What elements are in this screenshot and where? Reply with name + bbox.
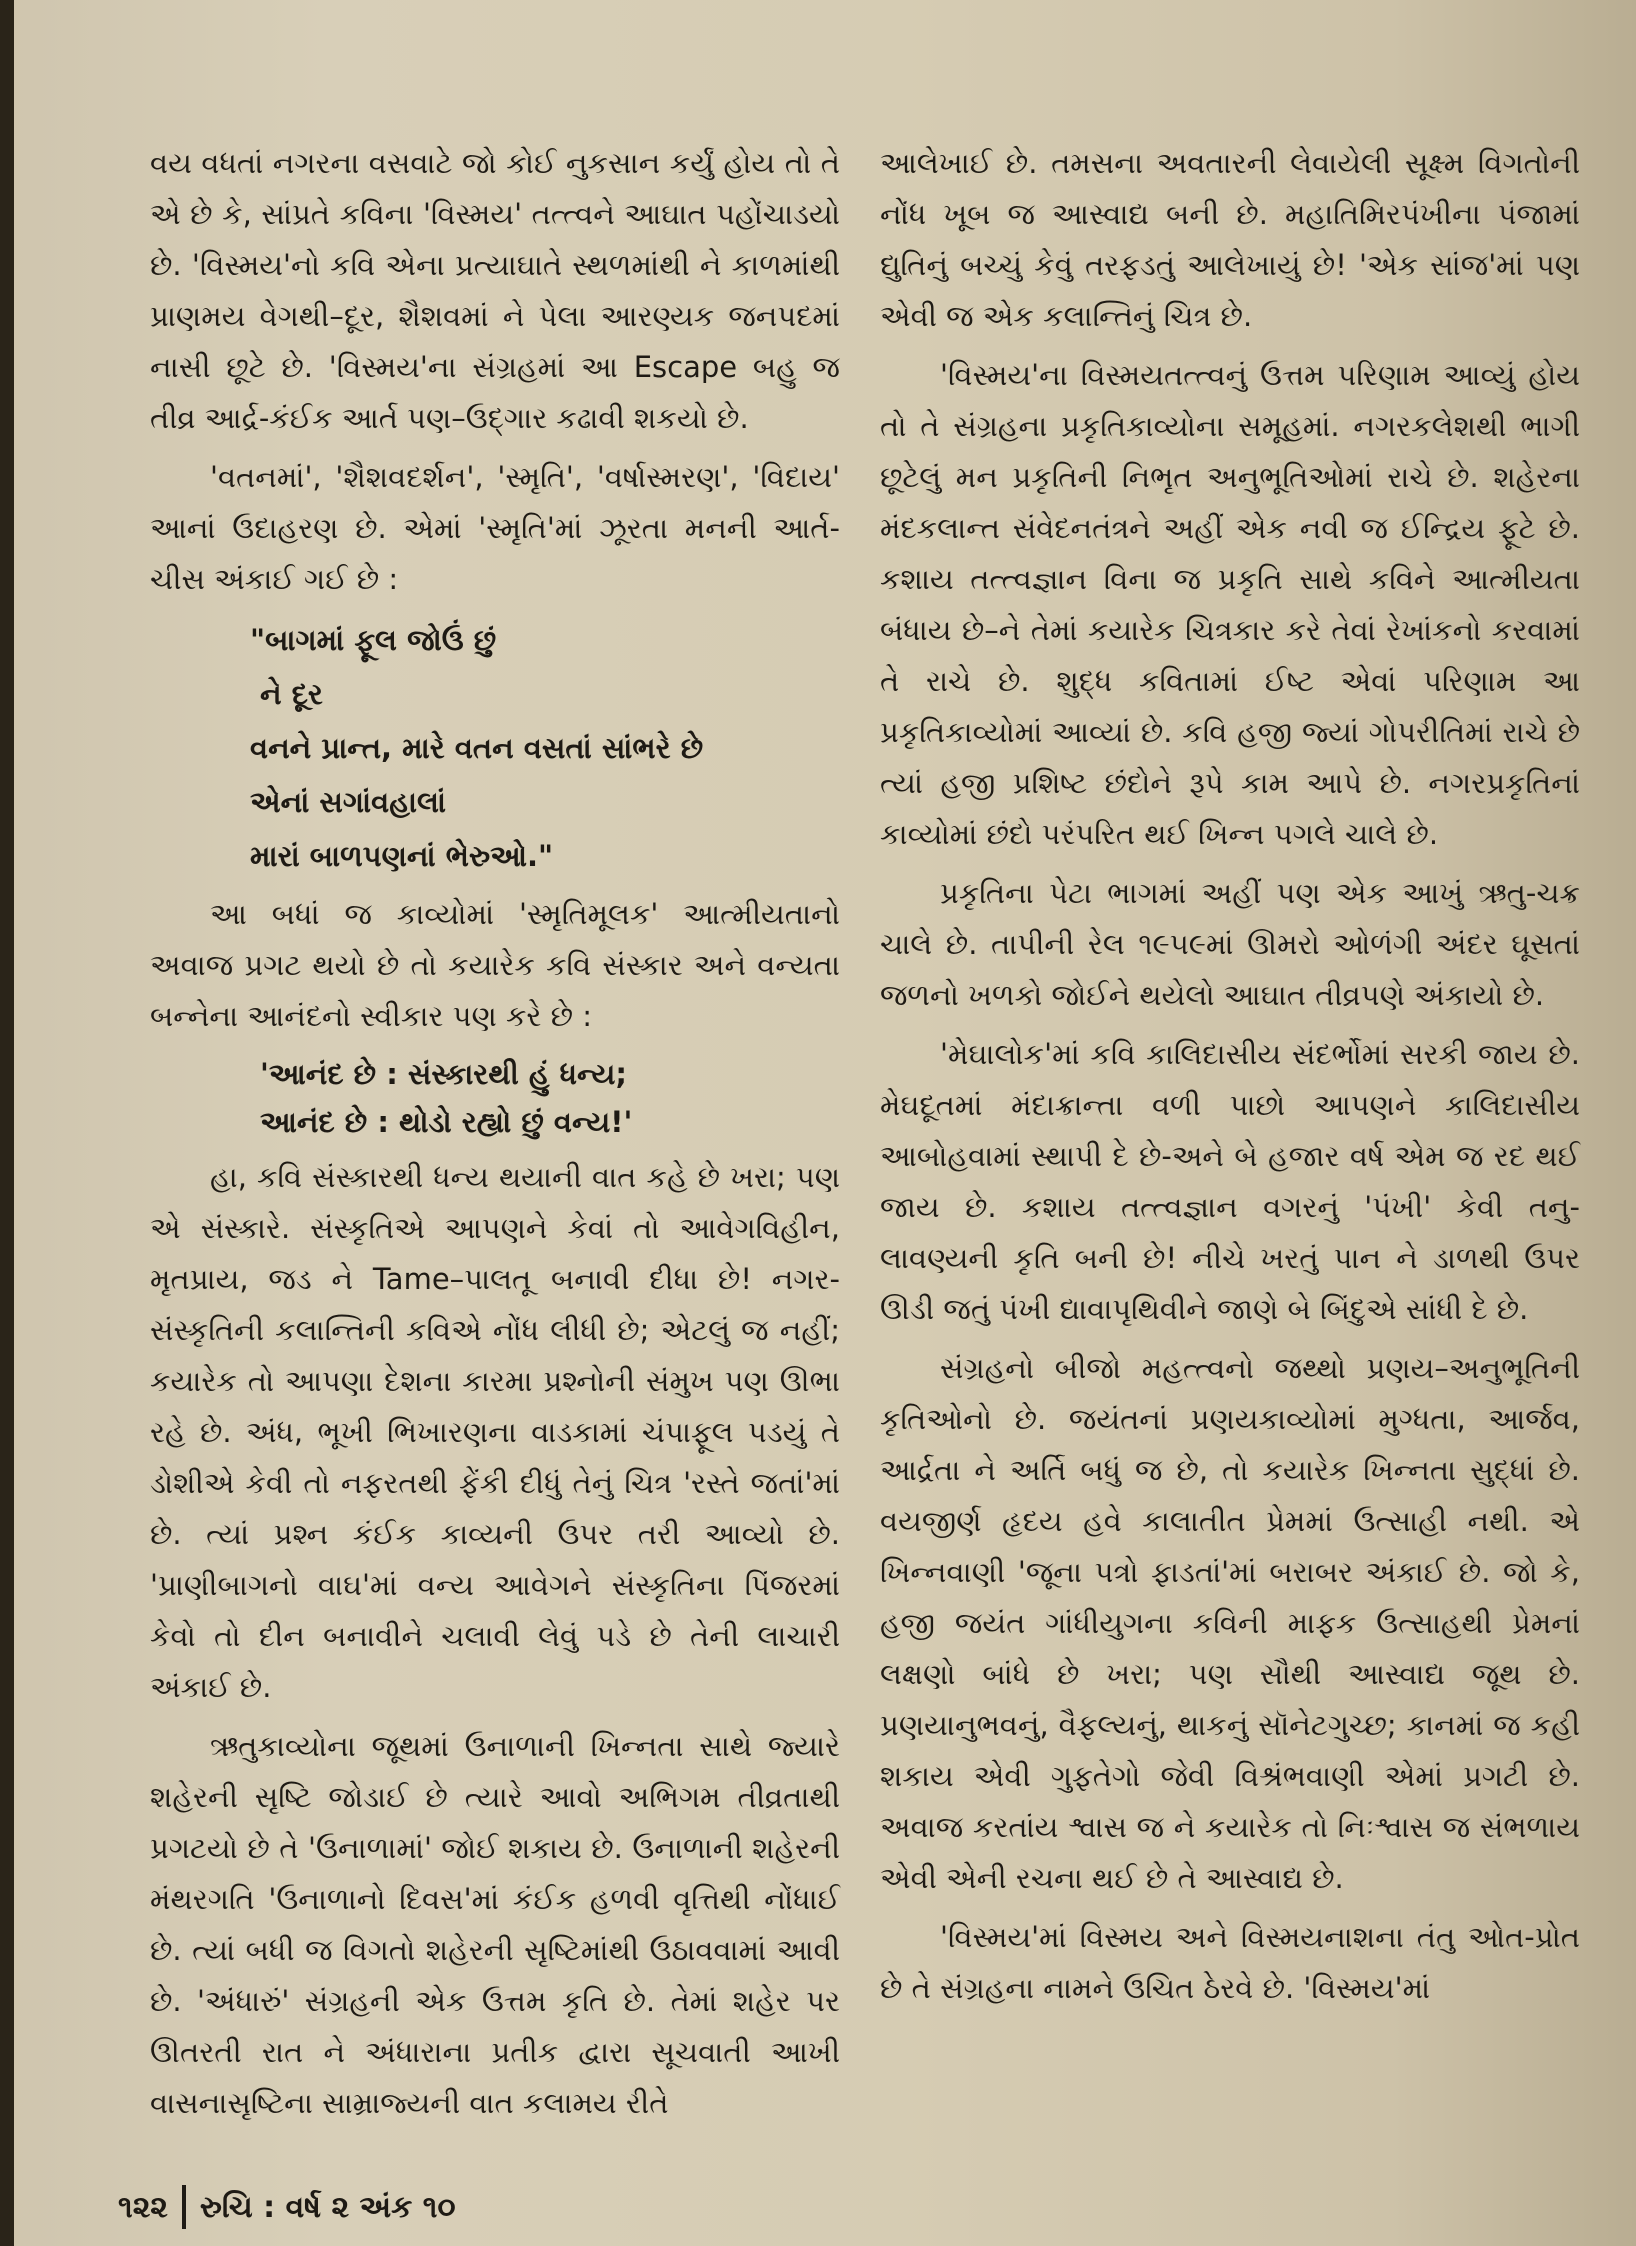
left-paragraph-1: વય વધતાં નગરના વસવાટે જો કોઈ નુકસાન કર્યું હોય તો તે એ છે કે, સાંપ્રતે કવિના 'વિસ્મય' તત્ત્વને આઘાત પહોંચાડયો છે. 'વિસ્મય'નો કવિ એના પ્રત્યાઘાતે સ્થળમાંથી ને કાળમાંથી પ્રાણમય વેગથી–દૂર, શૈશવમાં ને પેલા આરણ્યક જનપદમાં નાસી છૂટે છે. 'વિસ્મય'ના સંગ્રહમાં આ Escape બહુ જ તીવ્ર આર્દ્ર-કંઈક આર્ત પણ–ઉદ્‌ગાર કઢાવી શકયો છે.	[150, 146, 840, 435]
page-binding-edge	[0, 0, 14, 2246]
right-paragraph-1: આલેખાઈ છે. તમસના અવતારની લેવાયેલી સૂક્ષ્મ વિગતોની નોંધ ખૂબ જ આસ્વાદ્ય બની છે. મહાતિમિરપંખીના પંજામાં દ્યુતિનું બચ્ચું કેવું તરફડતું આલેખાયું છે! 'એક સાંજ'માં પણ એવી જ એક કલાન્તિનું ચિત્ર છે.	[880, 146, 1580, 333]
poem-line: વનને પ્રાન્ત, મારે વતન વસતાં સાંભરે છે	[250, 731, 704, 765]
footer-divider	[182, 2185, 186, 2229]
left-paragraph-5: ઋતુકાવ્યોના જૂથમાં ઉનાળાની ખિન્નતા સાથે જ્યારે શહેરની સૃષ્ટિ જોડાઈ છે ત્યારે આવો અભિગમ તીવ્રતાથી પ્રગટયો છે તે 'ઉનાળામાં' જોઈ શકાય છે. ઉનાળાની શહેરની મંથરગતિ 'ઉનાળાનો દિવસ'માં કંઈક હળવી વૃત્તિથી નોંધાઈ છે. ત્યાં બધી જ વિગતો શહેરની સૃષ્ટિમાંથી ઉઠાવવામાં આવી છે. 'અંધારું' સંગ્રહની એક ઉત્તમ કૃતિ છે. તેમાં શહેર પર ઊતરતી રાત ને અંધારાના પ્રતીક દ્વારા સૂચવાતી આખી વાસનાસૃષ્ટિના સામ્રાજ્યની વાત કલામય રીતે	[150, 1729, 840, 2120]
quote-line: 'આનંદ છે : સંસ્કારથી હું ધન્ય;	[260, 1057, 627, 1091]
right-paragraph-4: 'મેઘાલોક'માં કવિ કાલિદાસીય સંદર્ભોમાં સરકી જાય છે. મેઘદૂતમાં મંદાક્રાન્તા વળી પાછો આપણને કાલિદાસીય આબોહવામાં સ્થાપી દે છે-અને બે હજાર વર્ષ એમ જ રદ થઈ જાય છે. કશાય તત્ત્વજ્ઞાન વગરનું 'પંખી' કેવી તનુ-લાવણ્યની કૃતિ બની છે! નીચે ખરતું પાન ને ડાળથી ઉપર ઊડી જતું પંખી દ્યાવાપૃથિવીને જાણે બે બિંદુએ સાંધી દે છે.	[880, 1037, 1580, 1326]
right-paragraph-3: પ્રકૃતિના પેટા ભાગમાં અહીં પણ એક આખું ઋતુ-ચક્ર ચાલે છે. તાપીની રેલ ૧૯૫૯માં ઊમરો ઓળંગી અંદર ઘૂસતાં જળનો ખળકો જોઈને થયેલો આઘાત તીવ્રપણે અંકાયો છે.	[880, 876, 1580, 1012]
right-paragraph-2: 'વિસ્મય'ના વિસ્મયતત્ત્વનું ઉત્તમ પરિણામ આવ્યું હોય તો તે સંગ્રહના પ્રકૃતિકાવ્યોના સમૂહમાં. નગરકલેશથી ભાગી છૂટેલું મન પ્રકૃતિની નિભૃત અનુભૂતિઓમાં રાચે છે. શહેરના મંદકલાન્ત સંવેદનતંત્રને અહીં એક નવી જ ઈન્દ્રિય ફૂટે છે. કશાય તત્ત્વજ્ઞાન વિના જ પ્રકૃતિ સાથે કવિને આત્મીયતા બંધાય છે–ને તેમાં કયારેક ચિત્રકાર કરે તેવાં રેખાંકનો કરવામાં તે રાચે છે. શુદ્ધ કવિતામાં ઈષ્ટ એવાં પરિણામ આ પ્રકૃતિકાવ્યોમાં આવ્યાં છે. કવિ હજી જ્યાં ગોપરીતિમાં રાચે છે ત્યાં હજી પ્રશિષ્ટ છંદોને રૂપે કામ આપે છે. નગરપ્રકૃતિનાં કાવ્યોમાં છંદો પરંપરિત થઈ ખિન્ન પગલે ચાલે છે.	[880, 358, 1580, 851]
page-footer	[118, 2185, 456, 2229]
journal-issue: રુચિ : વર્ષ ૨ અંક ૧૦	[199, 2189, 456, 2225]
left-column	[150, 138, 840, 2137]
poem-line: ને દૂર	[260, 677, 323, 711]
quote-line: આનંદ છે : થોડો રહ્યો છું વન્ય!'	[260, 1105, 633, 1139]
right-paragraph-6: 'વિસ્મય'માં વિસ્મય અને વિસ્મયનાશના તંતુ ઓત-પ્રોત છે તે સંગ્રહના નામને ઉચિત ઠેરવે છે. 'વિસ્મય'માં	[880, 1920, 1580, 2005]
left-paragraph-2: 'વતનમાં', 'શૈશવદર્શન', 'સ્મૃતિ', 'વર્ષાસ્મરણ', 'વિદાય' આનાં ઉદાહરણ છે. એમાં 'સ્મૃતિ'માં ઝૂરતા મનની આર્ત-ચીસ અંકાઈ ગઈ છે :	[150, 460, 840, 596]
poem-line: એનાં સગાંવહાલાં	[250, 785, 446, 819]
left-paragraph-3: આ બધાં જ કાવ્યોમાં 'સ્મૃતિમૂલક' આત્મીયતાનો અવાજ પ્રગટ થયો છે તો કયારેક કવિ સંસ્કાર અને વન્યતા બન્નેના આનંદનો સ્વીકાર પણ કરે છે :	[150, 897, 840, 1033]
poem-line: "બાગમાં ફૂલ જોઉં છું	[250, 623, 497, 657]
right-paragraph-5: સંગ્રહનો બીજો મહત્ત્વનો જથ્થો પ્રણય–અનુભૂતિની કૃતિઓનો છે. જયંતનાં પ્રણયકાવ્યોમાં મુગ્ધતા, આર્જવ, આર્દ્રતા ને અર્તિ બધું જ છે, તો કયારેક ખિન્નતા સુદ્ધાં છે. વયજીર્ણ હૃદય હવે કાલાતીત પ્રેમમાં ઉત્સાહી નથી. એ ખિન્નવાણી 'જૂના પત્રો ફાડતાં'માં બરાબર અંકાઈ છે. જો કે, હજી જયંત ગાંધીયુગના કવિની માફક ઉત્સાહથી પ્રેમનાં લક્ષણો બાંધે છે ખરા; પણ સૌથી આસ્વાદ્ય જૂથ છે. પ્રણયાનુભવનું, વૈફલ્યનું, થાકનું સૉનેટગુચ્છ; કાનમાં જ કહી શકાય એવી ગુફતેગો જેવી વિશ્રંભવાણી એમાં પ્રગટી છે. અવાજ કરતાંય શ્વાસ જ ને કયારેક તો નિઃશ્વાસ જ સંભળાય એવી એની રચના થઈ છે તે આસ્વાદ્ય છે.	[880, 1351, 1580, 1895]
poem-line: મારાં બાળપણનાં ભેરુઓ."	[250, 839, 554, 873]
page-number: ૧૨૨	[118, 2189, 168, 2225]
left-paragraph-4: હા, કવિ સંસ્કારથી ધન્ય થયાની વાત કહે છે ખરા; પણ એ સંસ્કારે. સંસ્કૃતિએ આપણને કેવાં તો આવેગવિહીન, મૃતપ્રાય, જડ ને Tame–પાલતૂ બનાવી દીધા છે! નગર-સંસ્કૃતિની કલાન્તિની કવિએ નોંધ લીધી છે; એટલું જ નહીં; કયારેક તો આપણા દેશના કારમા પ્રશ્નોની સંમુખ પણ ઊભા રહે છે. અંધ, ભૂખી ભિખારણના વાડકામાં ચંપાફૂલ પડયું તે ડોશીએ કેવી તો નફરતથી ફેંકી દીધું તેનું ચિત્ર 'રસ્તે જતાં'માં છે. ત્યાં પ્રશ્ન કંઈક કાવ્યની ઉપર તરી આવ્યો છે. 'પ્રાણીબાગનો વાઘ'માં વન્ય આવેગને સંસ્કૃતિના પિંજરમાં કેવો તો દીન બનાવીને ચલાવી લેવું પડે છે તેની લાચારી અંકાઈ છે.	[150, 1160, 840, 1704]
poem-excerpt	[150, 613, 840, 883]
right-column	[880, 138, 1580, 2022]
quote-excerpt	[150, 1050, 840, 1146]
